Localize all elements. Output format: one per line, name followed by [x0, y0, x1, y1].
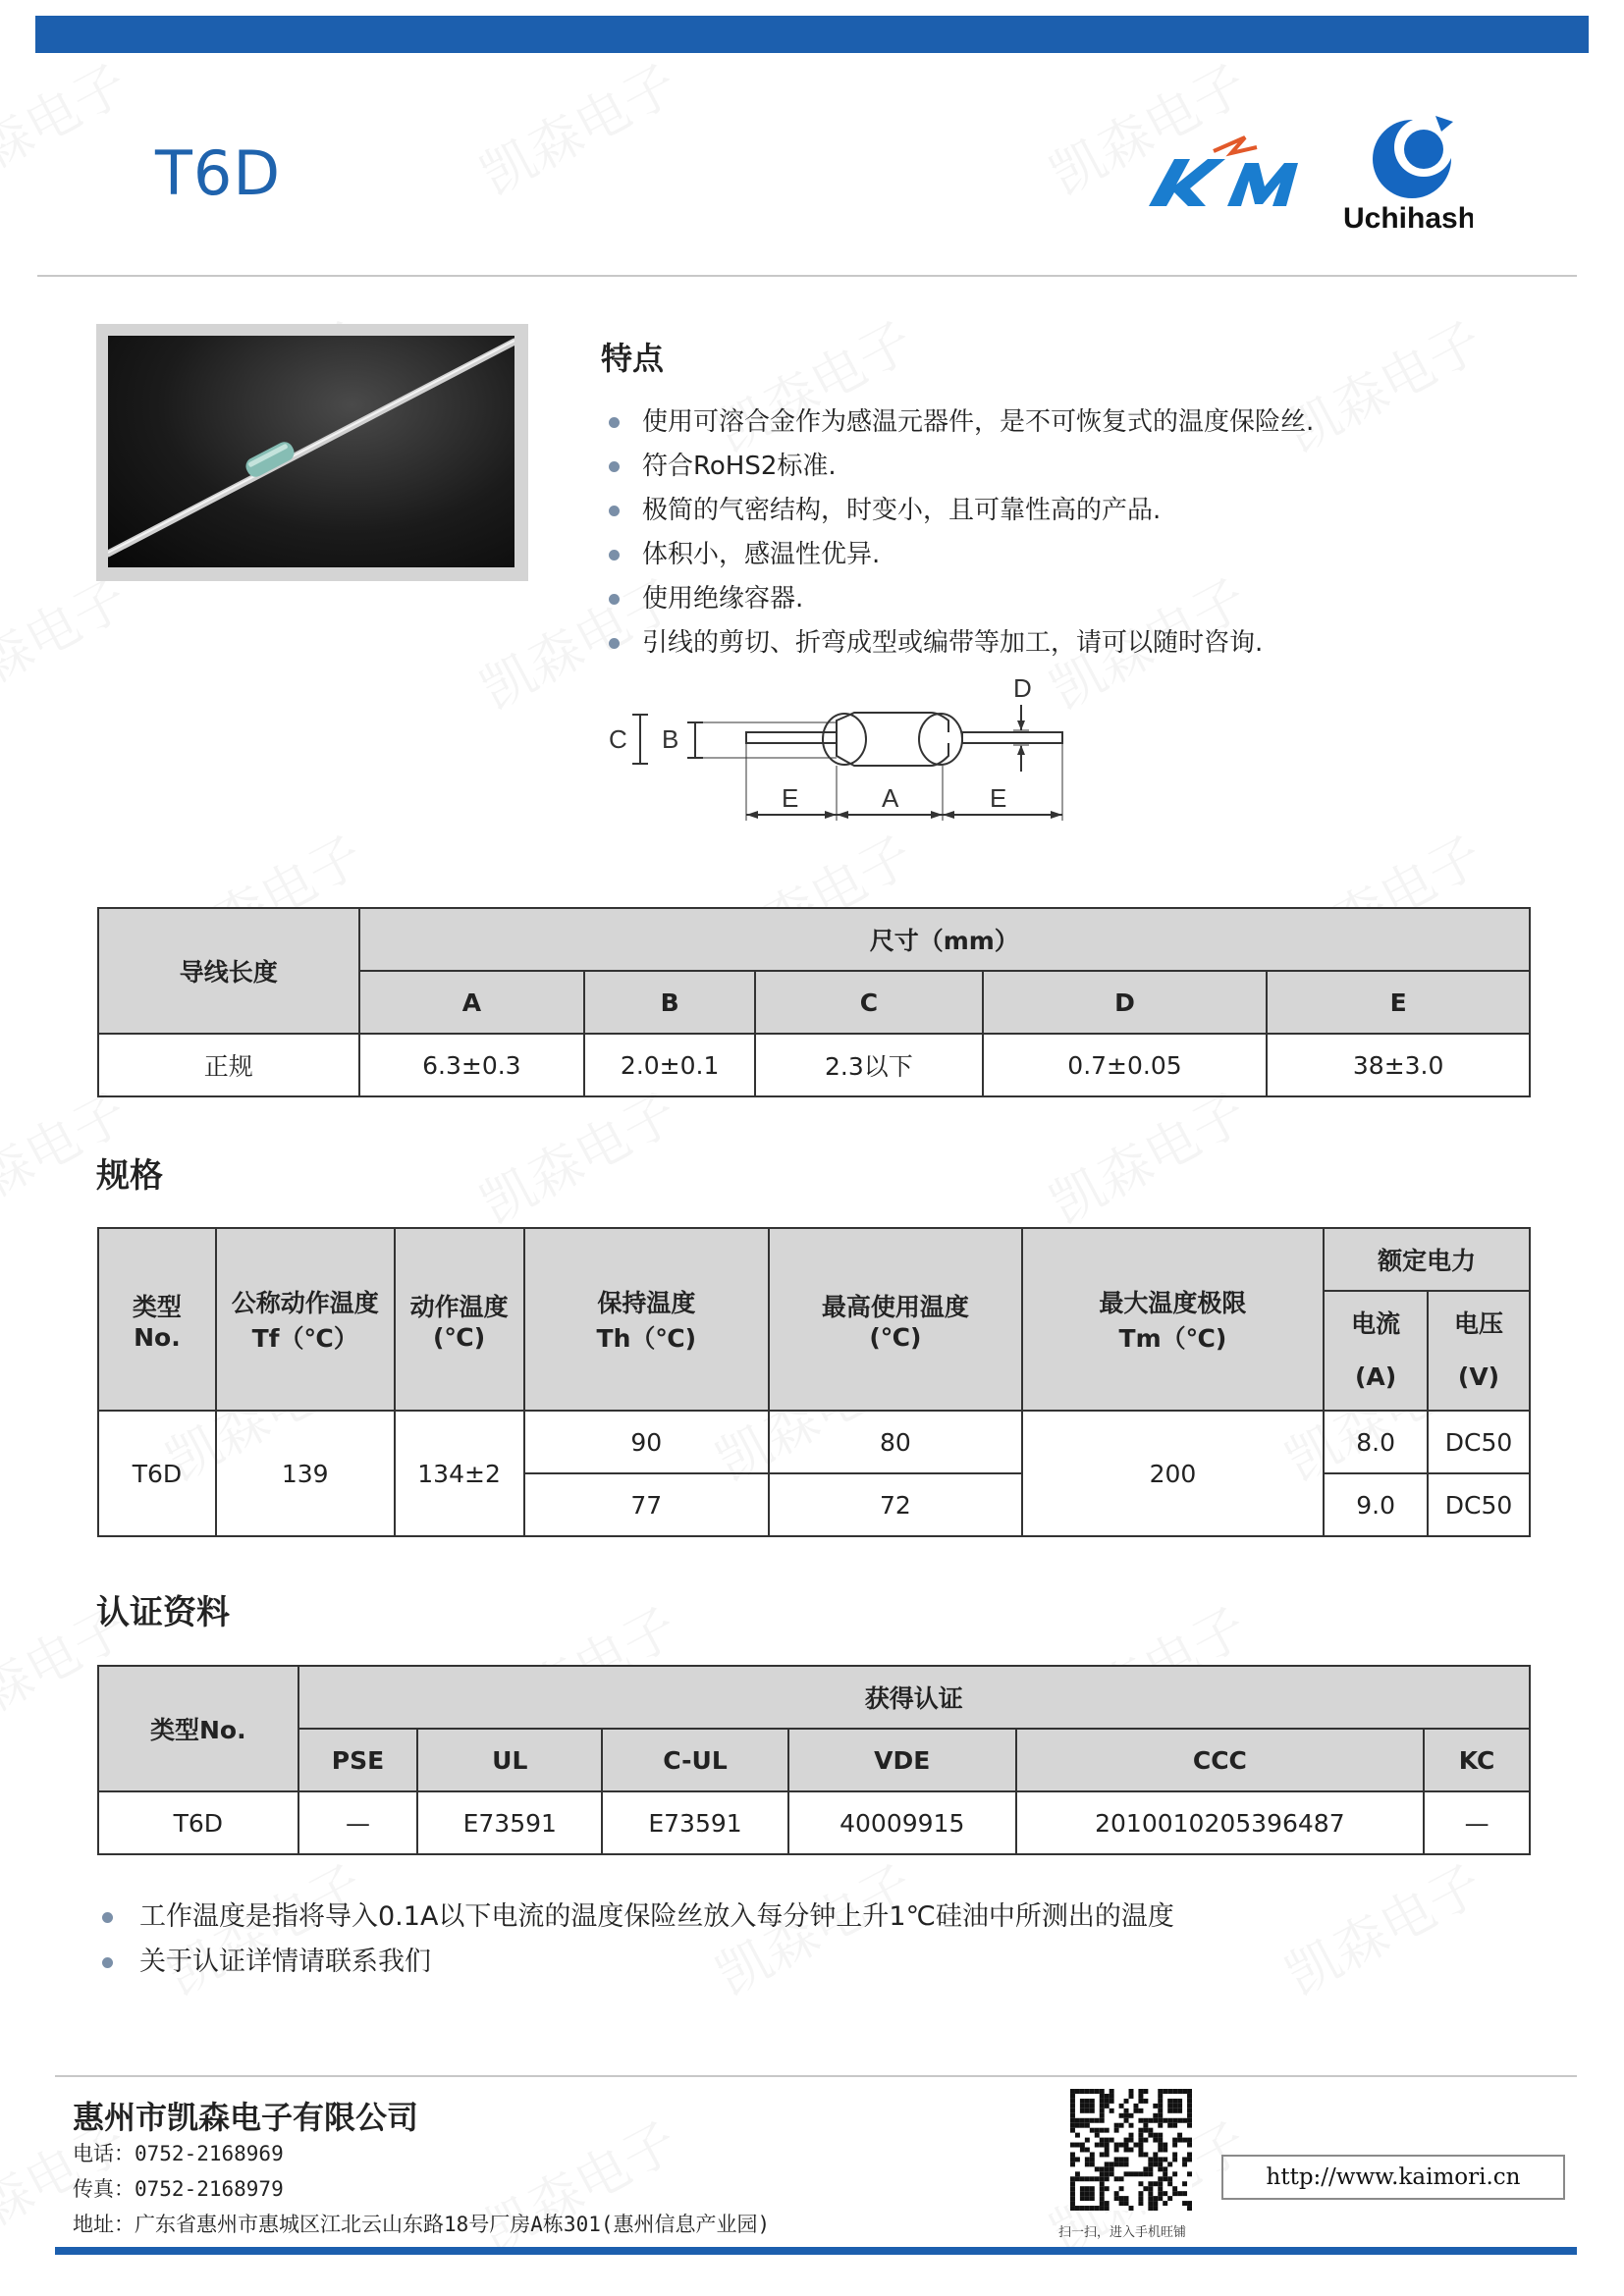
table-cell: 200	[1022, 1411, 1324, 1536]
top-bar	[35, 16, 1589, 53]
fax-text: 传真：0752-2168979	[73, 2177, 284, 2201]
km-logo-icon	[1149, 137, 1298, 206]
column-header: C	[755, 971, 983, 1034]
table-cell: —	[1424, 1791, 1530, 1854]
column-header: E	[1267, 971, 1530, 1034]
table-cell: 正规	[98, 1034, 359, 1096]
column-header: CCC	[1016, 1729, 1425, 1791]
logo-wordmark: Uchihashi	[1343, 202, 1473, 235]
bullet-icon	[609, 461, 620, 472]
column-header: KC	[1424, 1729, 1530, 1791]
current-header: 电流 (A)	[1324, 1291, 1428, 1411]
table-cell: DC50	[1428, 1411, 1530, 1473]
notes-list	[98, 1895, 1174, 1985]
brand-logo	[1129, 108, 1473, 236]
list-item: 关于认证详情请联系我们	[98, 1940, 1174, 1985]
list-item: 极简的气密结构，时变小，且可靠性高的产品.	[601, 489, 1314, 533]
table-cell: T6D	[98, 1791, 298, 1854]
watermark-text	[466, 43, 689, 209]
table-cell: 38±3.0	[1267, 1034, 1530, 1096]
column-header: A	[359, 971, 585, 1034]
footer-divider	[55, 2075, 1577, 2077]
dimension-drawing	[597, 673, 1274, 830]
table-cell: 80	[769, 1411, 1022, 1473]
company-name: 惠州市凯森电子有限公司	[73, 2099, 419, 2136]
table-row	[98, 1411, 1530, 1473]
size-header: 尺寸（mm）	[359, 908, 1531, 971]
tm-header: 最大温度极限 Tm（℃)	[1022, 1228, 1324, 1411]
list-item: 符合RoHS2标准.	[601, 445, 1314, 489]
diagram-label-e-left: E	[782, 783, 799, 813]
bullet-icon	[102, 1912, 113, 1923]
table-cell: 40009915	[788, 1791, 1016, 1854]
bullet-icon	[609, 638, 620, 649]
table-cell: E73591	[417, 1791, 602, 1854]
certs-heading: 认证资料	[96, 1593, 230, 1632]
table-cell: 72	[769, 1473, 1022, 1536]
specs-heading: 规格	[96, 1156, 163, 1196]
table-cell: 2.3以下	[755, 1034, 983, 1096]
column-header: PSE	[298, 1729, 418, 1791]
features-heading: 特点	[601, 340, 665, 377]
table-row	[98, 1034, 1530, 1096]
watermark-text	[1272, 1843, 1494, 2009]
column-header: VDE	[788, 1729, 1016, 1791]
table-cell: 2.0±0.1	[584, 1034, 755, 1096]
table-cell: 0.7±0.05	[983, 1034, 1268, 1096]
lead-length-header: 导线长度	[98, 908, 359, 1034]
table-cell: 90	[524, 1411, 770, 1473]
list-item: 体积小，感温性优异.	[601, 533, 1314, 577]
column-header: B	[584, 971, 755, 1034]
diagram-label-d: D	[1013, 673, 1032, 703]
bullet-icon	[609, 550, 620, 561]
max-use-header: 最高使用温度 (℃)	[769, 1228, 1022, 1411]
table-cell: 8.0	[1324, 1411, 1428, 1473]
voltage-header: 电压 (V)	[1428, 1291, 1530, 1411]
qr-caption: 扫一扫，进入手机旺铺	[1058, 2225, 1187, 2240]
diagram-label-e-right: E	[990, 783, 1007, 813]
table-cell: DC50	[1428, 1473, 1530, 1536]
qr-code-icon[interactable]	[1070, 2089, 1192, 2211]
bullet-icon	[102, 1957, 113, 1968]
type-header: 类型 No.	[98, 1228, 216, 1411]
header-divider	[37, 275, 1577, 277]
tf-header: 公称动作温度 Tf（℃）	[216, 1228, 395, 1411]
table-cell: 139	[216, 1411, 395, 1536]
column-header: D	[983, 971, 1268, 1034]
certs-table	[97, 1665, 1531, 1855]
list-item: 使用绝缘容器.	[601, 577, 1314, 621]
features-list	[601, 400, 1314, 666]
table-cell: —	[298, 1791, 418, 1854]
obtained-cert-header: 获得认证	[298, 1666, 1530, 1729]
table-cell: E73591	[602, 1791, 788, 1854]
diagram-label-a: A	[882, 783, 899, 813]
diagram-label-c: C	[609, 724, 627, 754]
product-photo	[96, 324, 528, 581]
address-text: 地址：广东省惠州市惠城区江北云山东路18号厂房A栋301(惠州信息产业园)	[73, 2213, 771, 2236]
bullet-icon	[609, 506, 620, 516]
table-cell: 9.0	[1324, 1473, 1428, 1536]
list-item: 使用可溶合金作为感温元器件，是不可恢复式的温度保险丝.	[601, 400, 1314, 445]
bullet-icon	[609, 417, 620, 428]
op-temp-header: 动作温度 (℃)	[395, 1228, 524, 1411]
table-cell: T6D	[98, 1411, 216, 1536]
website-link[interactable]: http://www.kaimori.cn	[1221, 2155, 1565, 2200]
table-cell: 77	[524, 1473, 770, 1536]
list-item: 引线的剪切、折弯成型或编带等加工，请可以随时咨询.	[601, 621, 1314, 666]
list-item: 工作温度是指将导入0.1A以下电流的温度保险丝放入每分钟上升1℃硅油中所测出的温度	[98, 1895, 1174, 1940]
dimensions-table	[97, 907, 1531, 1097]
th-header: 保持温度 Th（℃)	[524, 1228, 770, 1411]
uchihashi-logo-icon	[1373, 116, 1453, 198]
watermark-text	[466, 2101, 689, 2267]
table-cell: 2010010205396487	[1016, 1791, 1425, 1854]
watermark-text	[0, 43, 138, 209]
watermark-text	[0, 558, 138, 723]
rated-header: 额定电力	[1324, 1228, 1530, 1291]
product-title: T6D	[155, 137, 282, 209]
bullet-icon	[609, 594, 620, 605]
column-header: C-UL	[602, 1729, 788, 1791]
table-row	[98, 1791, 1530, 1854]
specs-table	[97, 1227, 1531, 1537]
table-cell: 134±2	[395, 1411, 524, 1536]
phone-text: 电话：0752-2168969	[73, 2142, 284, 2165]
diagram-label-b: B	[662, 724, 679, 754]
type-no-header: 类型No.	[98, 1666, 298, 1791]
column-header: UL	[417, 1729, 602, 1791]
bottom-bar	[55, 2247, 1577, 2255]
table-cell: 6.3±0.3	[359, 1034, 585, 1096]
